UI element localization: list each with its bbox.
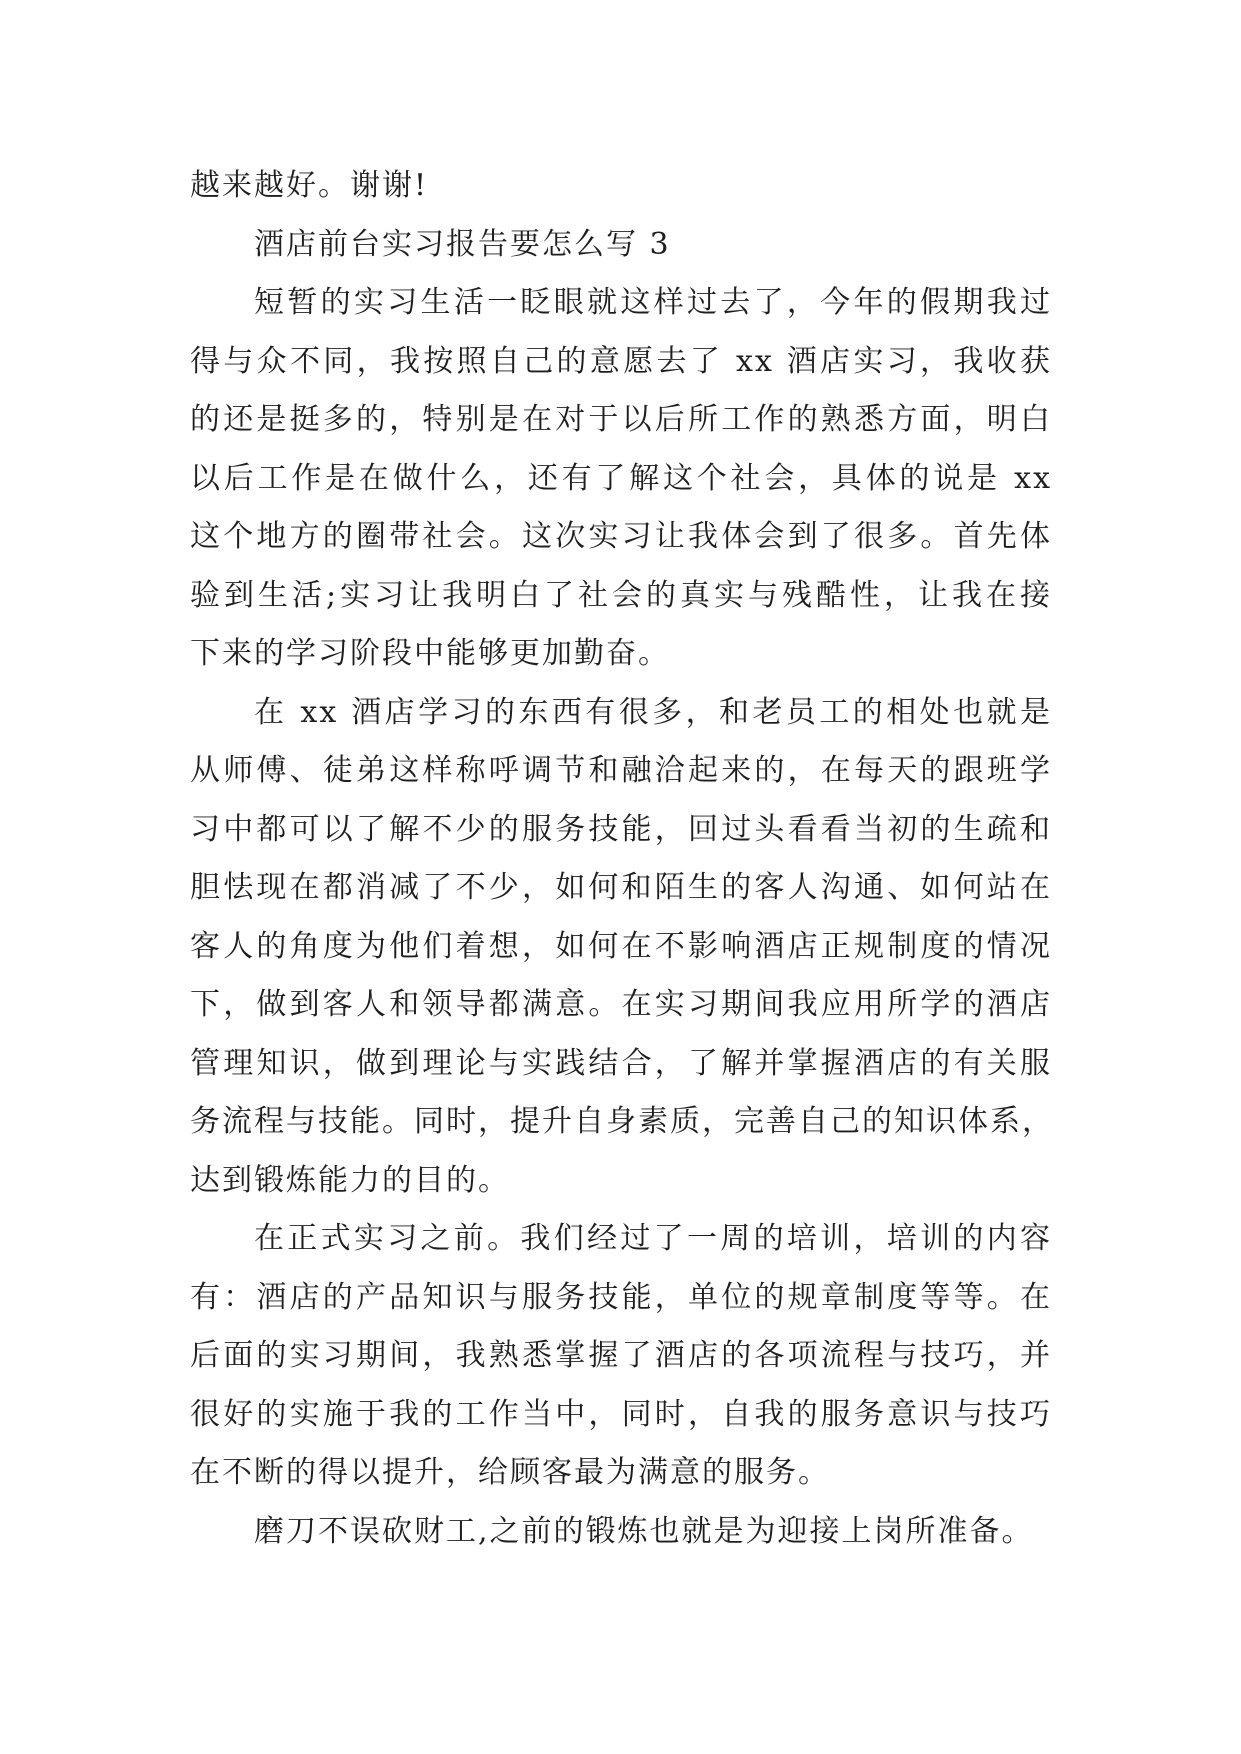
paragraph-line: 验到生活;实习让我明白了社会的真实与残酷性，让我在接 (190, 577, 1052, 613)
paragraph-1 (190, 274, 1052, 684)
paragraph-line: 以后工作是在做什么，还有了解这个社会，具体的说是 xx (190, 460, 1052, 496)
paragraph-3 (190, 1210, 1052, 1503)
paragraph-line: 磨刀不误砍财工,之前的锻炼也就是为迎接上岗所准备。 (254, 1513, 1034, 1549)
paragraph-line: 下，做到客人和领导都满意。在实习期间我应用所学的酒店 (190, 987, 1052, 1022)
paragraph-line: 这个地方的圈带社会。这次实习让我体会到了很多。首先体 (190, 519, 1052, 554)
paragraph-line: 务流程与技能。同时，提升自身素质，完善自己的知识体系， (190, 1104, 1054, 1139)
paragraph-line: 在 xx 酒店学习的东西有很多，和老员工的相处也就是 (254, 694, 1052, 730)
paragraph-4 (190, 1503, 1052, 1562)
paragraph-line: 管理知识，做到理论与实践结合，了解并掌握酒店的有关服 (190, 1045, 1052, 1081)
paragraph-line: 习中都可以了解不少的服务技能，回过头看看当初的生疏和 (190, 811, 1052, 847)
paragraph-line: 的还是挺多的，特别是在对于以后所工作的熟悉方面，明白 (190, 402, 1052, 437)
paragraph-line: 胆怯现在都消减了不少，如何和陌生的客人沟通、如何站在 (190, 870, 1052, 905)
paragraph-line: 有：酒店的产品知识与服务技能，单位的规章制度等等。在 (190, 1279, 1052, 1315)
paragraph-line: 在正式实习之前。我们经过了一周的培训，培训的内容 (254, 1221, 1052, 1256)
document-body (190, 157, 1052, 1561)
paragraph-line: 在不断的得以提升，给顾客最为满意的服务。 (190, 1455, 830, 1490)
paragraph-line: 很好的实施于我的工作当中，同时，自我的服务意识与技巧 (190, 1396, 1052, 1432)
paragraph-line: 从师傅、徒弟这样称呼调节和融洽起来的，在每天的跟班学 (190, 753, 1052, 788)
paragraph-line: 得与众不同，我按照自己的意愿去了 xx 酒店实习，我收获 (190, 343, 1052, 379)
paragraph-line: 达到锻炼能力的目的。 (190, 1162, 510, 1198)
section-title: 酒店前台实习报告要怎么写 3 (254, 226, 671, 262)
paragraph-line: 短暂的实习生活一眨眼就这样过去了，今年的假期我过 (254, 285, 1052, 320)
paragraph-line: 客人的角度为他们着想，如何在不影响酒店正规制度的情况 (190, 928, 1052, 964)
paragraph-line: 后面的实习期间，我熟悉掌握了酒店的各项流程与技巧，并 (190, 1338, 1052, 1373)
lead-line: 越来越好。谢谢! (190, 168, 429, 203)
paragraph-2 (190, 684, 1052, 1211)
paragraph-line: 下来的学习阶段中能够更加勤奋。 (190, 636, 670, 671)
